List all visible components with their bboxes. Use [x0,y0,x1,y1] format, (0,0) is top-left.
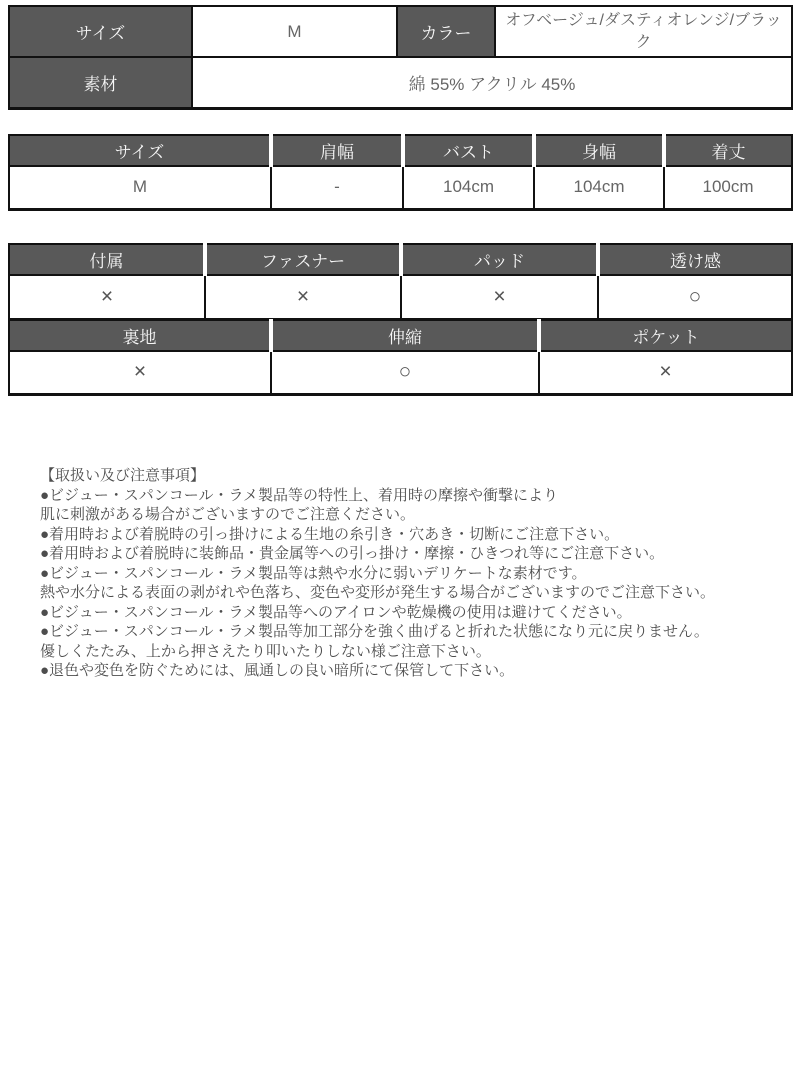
measurements-header-size: サイズ [9,135,271,166]
material-value-cell: 綿 55% アクリル 45% [192,57,792,108]
care-note-line: ●着用時および着脱時に装飾品・貴金属等への引っ掛け・摩擦・ひきつれ等にご注意下さい。 [40,545,665,562]
care-note-line: ●ビジュー・スパンコール・ラメ製品等へのアイロンや乾燥機の使用は避けてください。 [40,603,632,621]
care-notes-section [8,466,793,681]
feature-header-accessory: 付属 [9,244,205,275]
size-header-cell: サイズ [9,6,192,57]
measurements-header-shoulder: 肩幅 [271,135,403,166]
feature-pocket-mark: × [539,351,792,395]
feature-header-sheerness: 透け感 [598,244,792,275]
measurements-header-bust: バスト [403,135,534,166]
measurement-width-value: 104cm [534,166,664,210]
care-note-line: ●ビジュー・スパンコール・ラメ製品等は熱や水分に弱いデリケートな素材です。 [40,564,587,582]
measurement-shoulder-value: - [271,166,403,210]
features-bottom-header-row [9,320,792,351]
features-top-value-row [9,275,792,319]
spec-row-size-color [9,6,792,57]
feature-lining-mark: × [9,351,271,395]
feature-pad-mark: × [401,275,598,319]
features-table-top [8,243,793,321]
feature-header-pocket: ポケット [539,320,792,351]
measurement-size-value: M [9,166,271,210]
measurements-table [8,134,793,212]
measurement-bust-value: 104cm [403,166,534,210]
material-header-cell: 素材 [9,57,192,108]
feature-fastener-mark: × [205,275,401,319]
care-note-line: ●着用時および着脱時の引っ掛けによる生地の糸引き・穴あき・切断にご注意下さい。 [40,525,620,543]
care-notes-title: 【取扱い及び注意事項】 [40,467,206,484]
measurements-header-width: 身幅 [534,135,664,166]
care-note-line: 優しくたたみ、上から押さえたり叩いたりしない様ご注意下さい。 [40,642,491,660]
care-note-line: ●退色や変色を防ぐためには、風通しの良い暗所にて保管して下さい。 [40,662,515,679]
care-note-line: 熱や水分による表面の剥がれや色落ち、変色や変形が発生する場合がございますのでご注意下さい。 [40,584,716,601]
feature-header-lining: 裏地 [9,320,271,351]
measurements-header-length: 着丈 [664,135,792,166]
features-table-bottom [8,319,793,397]
feature-accessory-mark: × [9,275,205,319]
feature-stretch-mark: ○ [271,351,539,395]
spec-row-material [9,57,792,108]
size-value-cell: M [192,6,397,57]
features-bottom-value-row [9,351,792,395]
measurements-header-row [9,135,792,166]
feature-header-stretch: 伸縮 [271,320,539,351]
care-note-line: ●ビジュー・スパンコール・ラメ製品等の特性上、着用時の摩擦や衝撃により [40,486,559,504]
color-value-cell: オフベージュ/ダスティオレンジ/ブラック [495,6,792,57]
care-note-line: ●ビジュー・スパンコール・ラメ製品等加工部分を強く曲げると折れた状態になり元に戻りません。 [40,623,709,640]
feature-sheerness-mark: ○ [598,275,792,319]
measurements-value-row [9,166,792,210]
feature-header-fastener: ファスナー [205,244,401,275]
product-spec-table [8,5,793,110]
feature-header-pad: パッド [401,244,598,275]
measurement-length-value: 100cm [664,166,792,210]
color-header-cell: カラー [397,6,495,57]
care-note-line: 肌に刺激がある場合がございますのでご注意ください。 [40,506,416,523]
features-top-header-row [9,244,792,275]
